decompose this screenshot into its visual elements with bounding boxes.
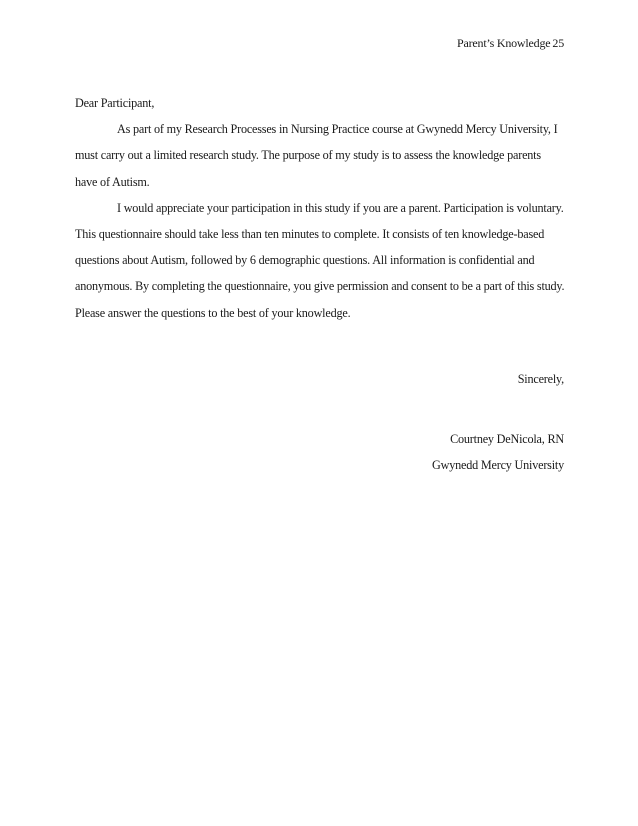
paragraph-purpose: As part of my Research Processes in Nursing Practice course at Gwynedd Mercy University, I must carry out a limited research study. The purpose of my study is to assess the knowledge parents have of Autism. [75,122,558,189]
letter-body [75,90,565,326]
running-head-title: Parent’s Knowledge [457,36,551,50]
closing: Sincerely, [517,372,564,386]
running-header [457,36,564,51]
paragraph-participation: I would appreciate your participation in this study if you are a parent. Participation is voluntary. This questionnaire should take less than ten minutes to complete. It consists of ten knowledge-based questions about Autism, followed by 6 demographic questions. All information is confidential and anonymous. By completing the questionnaire, you give permission and consent to be a part of this study. Please answer the questions to the best of your knowledge. [75,200,565,320]
signature-organization: Gwynedd Mercy University [432,458,564,472]
signature-name: Courtney DeNicola, RN [450,432,564,446]
salutation: Dear Participant, [75,96,155,110]
page-number: 25 [552,36,564,50]
